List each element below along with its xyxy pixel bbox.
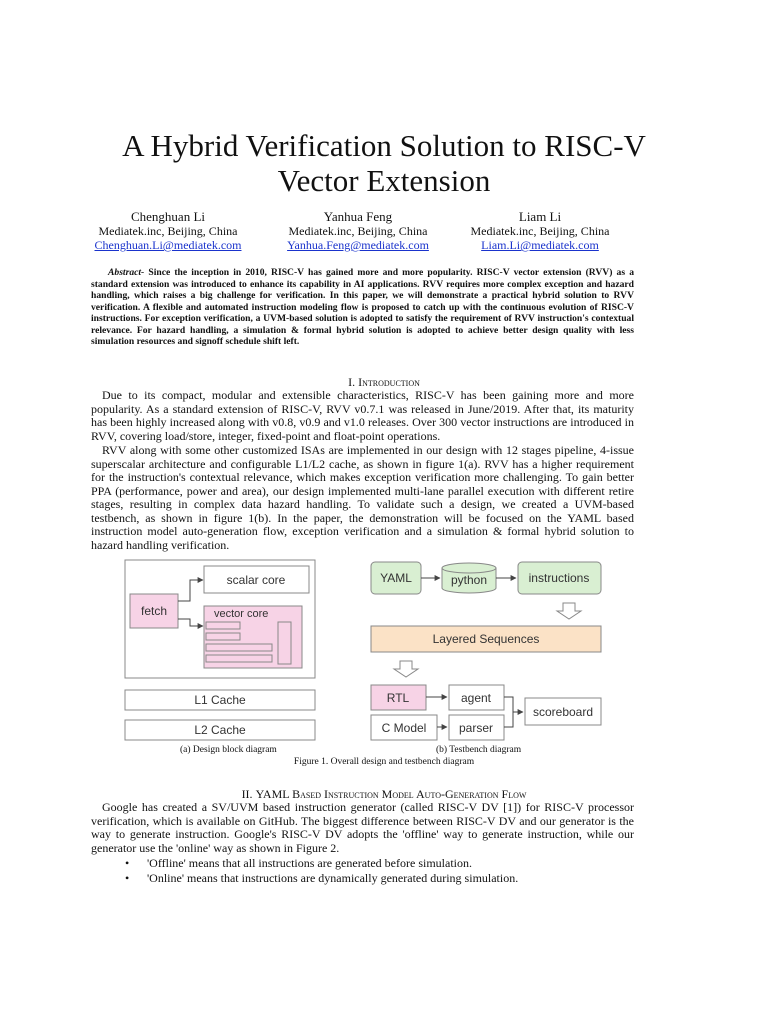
vector-lane xyxy=(206,644,272,651)
down-arrow-icon xyxy=(557,603,581,619)
section-numeral: II. xyxy=(241,787,253,801)
section2-paragraph-1: Google has created a SV/UVM based instruction generator (called RISC-V DV [1]) for RISC-V processor verification, which is available on GitHub. The biggest difference between RISC-V DV and our generator is the way to generate instruction. Google's RISC-V DV adopts the 'offline' way to generate instruction, while our generator use the 'online' way as shown in Figure 2. xyxy=(91,800,634,855)
scalar-core-label: scalar core xyxy=(226,573,286,587)
author-affiliation: Mediatek.inc, Beijing, China xyxy=(470,224,610,238)
yaml-label: YAML xyxy=(380,571,412,585)
vector-lane xyxy=(206,622,240,629)
bullet-icon: • xyxy=(125,856,130,870)
abstract-label: Abstract- xyxy=(108,267,145,278)
author-email-link[interactable]: Liam.Li@mediatek.com xyxy=(481,238,599,252)
author-affiliation: Mediatek.inc, Beijing, China xyxy=(98,224,238,238)
python-label: python xyxy=(450,573,488,587)
l1-cache-label: L1 Cache xyxy=(194,693,246,707)
author-name: Chenghuan Li xyxy=(130,209,205,224)
agent-parser-to-scoreboard-arrow xyxy=(504,697,523,727)
title-line-1: A Hybrid Verification Solution to RISC-V xyxy=(122,128,646,163)
intro-paragraph-1: Due to its compact, modular and extensible characteristics, RISC-V has been gaining more and more popularity. As a standard extension of RISC-V, RVV v0.7.1 was released in June/2019. After that, its maturity has been highly increased along with v0.8, v0.9 and v1.0 releases. Over 300 vector instructions are introduced in RVV, covering load/store, integer, fixed-point and float-point operations. xyxy=(91,388,634,443)
cmodel-label: C Model xyxy=(381,721,427,735)
testbench-diagram xyxy=(371,562,601,740)
author-affiliation: Mediatek.inc, Beijing, China xyxy=(288,224,428,238)
l2-cache-label: L2 Cache xyxy=(194,723,246,737)
bullet-text: 'Online' means that instructions are dynamically generated during simulation. xyxy=(147,871,519,885)
abstract-text: Since the inception in 2010, RISC-V has gained more and more popularity. RISC-V vector extension (RVV) as a standard extension was introduced to enhance its capability in AI applications. RVV requires more complex exception and hazard handling, which raises a big challenge for verification. In this paper, we will demonstrate a practical hybrid solution to RVV verification. A flexible and automated instruction modeling flow is proposed to catch up with the continuous evolution of RISC-V instructions. For exception verification, a UVM-based solution is adopted to satisfy the requirement of RVV instruction's contextual relevance. For hazard handling, a simulation & formal hybrid solution is adopted to achieve better design quality with less simulation resources and signoff schedule shift left. xyxy=(91,267,634,347)
author-email-link[interactable]: Yanhua.Feng@mediatek.com xyxy=(287,238,429,252)
section-title: Introduction xyxy=(358,375,420,389)
parser-label: parser xyxy=(458,721,494,735)
vector-lane xyxy=(206,655,272,662)
figure-1-caption: Figure 1. Overall design and testbench diagram xyxy=(293,757,475,767)
author-email-link[interactable]: Chenghuan.Li@mediatek.com xyxy=(94,238,242,252)
fetch-label: fetch xyxy=(140,604,168,618)
design-block-diagram xyxy=(125,560,315,740)
author-name: Yanhua Feng xyxy=(323,209,393,224)
bullet-icon: • xyxy=(125,871,130,885)
section-numeral: I. xyxy=(348,375,356,389)
title-line-2: Vector Extension xyxy=(277,163,491,198)
down-arrow-icon xyxy=(394,661,418,677)
vector-core-label: vector core xyxy=(214,608,269,620)
vector-lane xyxy=(206,633,240,640)
author-name: Liam Li xyxy=(518,209,562,224)
figure-1a-caption: (a) Design block diagram xyxy=(180,745,277,755)
agent-label: agent xyxy=(460,691,492,705)
layered-sequences-label: Layered Sequences xyxy=(432,632,540,646)
instructions-label: instructions xyxy=(528,571,590,585)
intro-paragraph-2: RVV along with some other customized ISAs are implemented in our design with 12 stages pipeline, 4-issue superscalar architecture and configurable L1/L2 cache, as shown in figure 1(a). RVV has a higher requirement for the instruction's contextual relevance, which makes exception verification more challenging. To gain better PPA (performance, power and area), our design implemented multi-lane parallel execution with different retire stages, resulting in complex data hazard handling. To validate such a design, we created a UVM-based testbench, as shown in figure 1(b). In the paper, the demonstration will be focused on the YAML based instruction model auto-generation flow, exception verification and a simulation & formal hybrid solution to hazard handling verification. xyxy=(91,443,634,552)
bullet-text: 'Offline' means that all instructions are generated before simulation. xyxy=(147,856,472,870)
figure-1b-caption: (b) Testbench diagram xyxy=(436,745,522,755)
section-title: YAML Based Instruction Model Auto-Generation Flow xyxy=(255,787,527,801)
scoreboard-label: scoreboard xyxy=(532,705,594,719)
rtl-label: RTL xyxy=(386,691,410,705)
vector-register xyxy=(278,622,291,664)
